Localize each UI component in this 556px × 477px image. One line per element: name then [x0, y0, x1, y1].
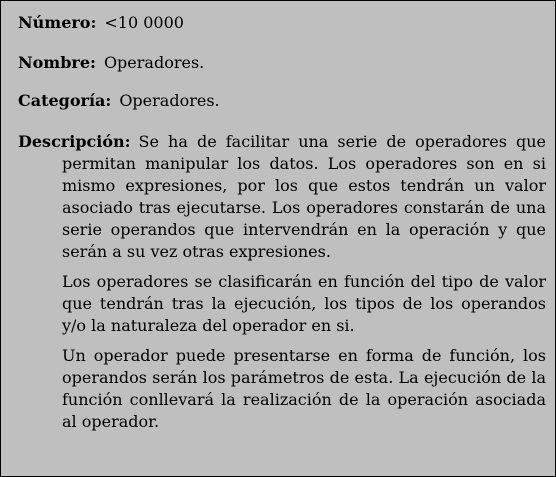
categoria-value: Operadores. — [119, 91, 220, 110]
descripcion-text-1: Se ha de facilitar una serie de operadores que permitan manipular los datos. Los operadores son en si mismo expresiones, por los que estos tendrán un valor asociado tras ejecutarse. Los operadores constarán de una serie operandos que intervendrán en la operación y que serán a su vez otras expresiones. — [62, 132, 546, 261]
numero-label: Número: — [18, 13, 97, 32]
descripcion-paragraph-2: Los operadores se clasificarán en función del tipo de valor que tendrán tras la ejecución, los tipos de los operandos y/o la naturaleza del operador en si. — [62, 272, 546, 335]
categoria-field — [18, 90, 220, 112]
descripcion-paragraph-1 — [18, 131, 546, 263]
numero-field — [18, 12, 184, 34]
descripcion-field — [18, 131, 546, 441]
nombre-field — [18, 52, 204, 74]
numero-value: <10 0000 — [104, 13, 184, 32]
descripcion-label: Descripción: — [18, 132, 131, 151]
nombre-label: Nombre: — [18, 53, 96, 72]
nombre-value: Operadores. — [103, 53, 205, 72]
categoria-label: Categoría: — [18, 91, 112, 110]
descripcion-paragraph-3: Un operador puede presentarse en forma de función, los operandos serán los parámetros de esta. La ejecución de la función conllevará la realización de la operación asociada al operador. — [62, 346, 546, 431]
